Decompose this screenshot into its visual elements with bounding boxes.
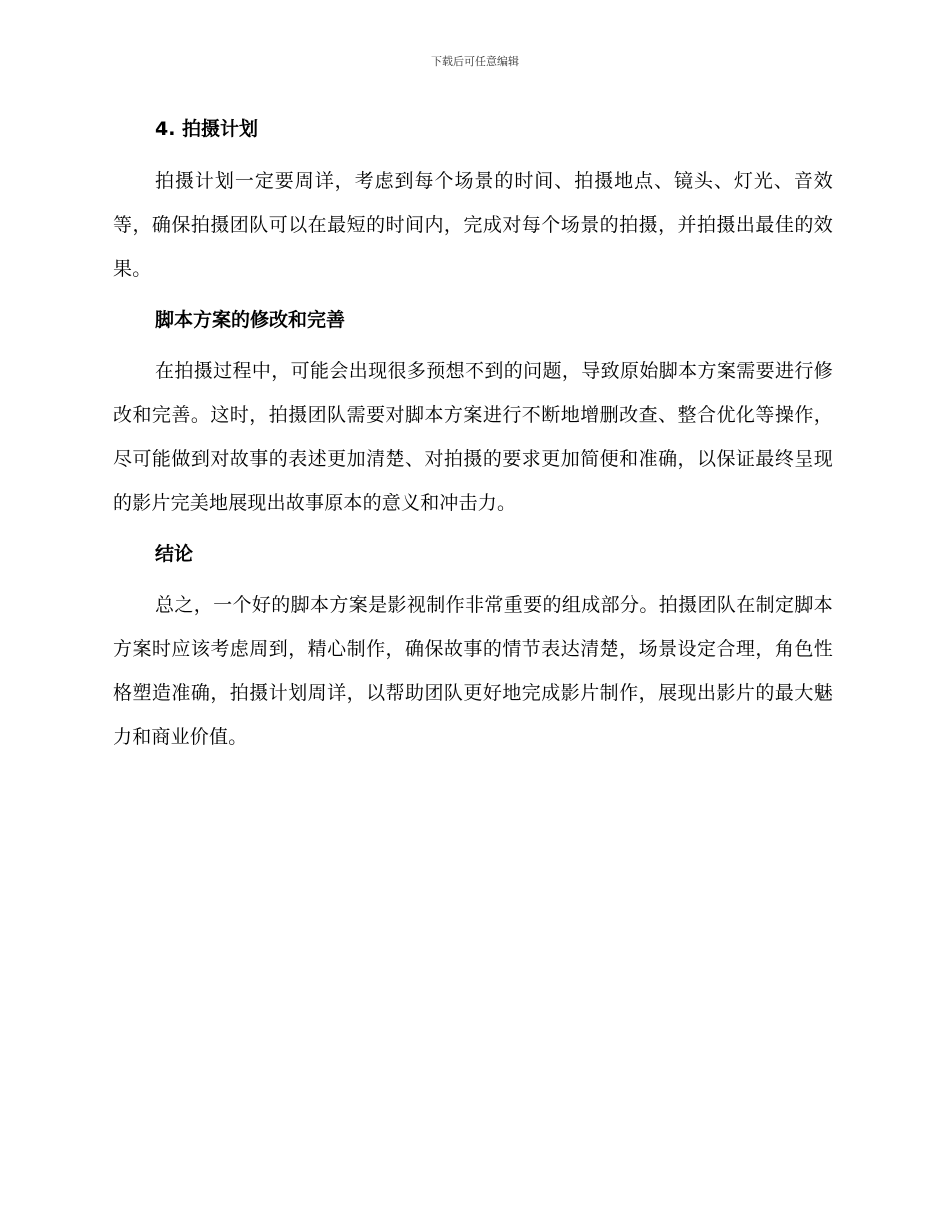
section-paragraph-conclusion: 总之，一个好的脚本方案是影视制作非常重要的组成部分。拍摄团队在制定脚本方案时应该考虑周到，精心制作，确保故事的情节表达清楚，场景设定合理，角色性格塑造准确，拍摄计划周详，以帮助团队更好地完成影片制作，展现出影片的最大魅力和商业价值。 bbox=[113, 594, 833, 748]
page-header-note: 下载后可任意编辑 bbox=[431, 55, 519, 68]
section-heading-shooting-plan: 4. 拍摄计划 bbox=[155, 118, 259, 140]
document-body bbox=[113, 112, 833, 759]
section-heading-conclusion: 结论 bbox=[155, 543, 194, 565]
section-paragraph-shooting-plan: 拍摄计划一定要周详，考虑到每个场景的时间、拍摄地点、镜头、灯光、音效等，确保拍摄团队可以在最短的时间内，完成对每个场景的拍摄，并拍摄出最佳的效果。 bbox=[113, 170, 833, 280]
section-paragraph-script-revision: 在拍摄过程中，可能会出现很多预想不到的问题，导致原始脚本方案需要进行修改和完善。这时，拍摄团队需要对脚本方案进行不断地增删改查、整合优化等操作，尽可能做到对故事的表述更加清楚、对拍摄的要求更加简便和准确，以保证最终呈现的影片完美地展现出故事原本的意义和冲击力。 bbox=[113, 360, 833, 514]
section-heading-script-revision: 脚本方案的修改和完善 bbox=[155, 309, 346, 331]
